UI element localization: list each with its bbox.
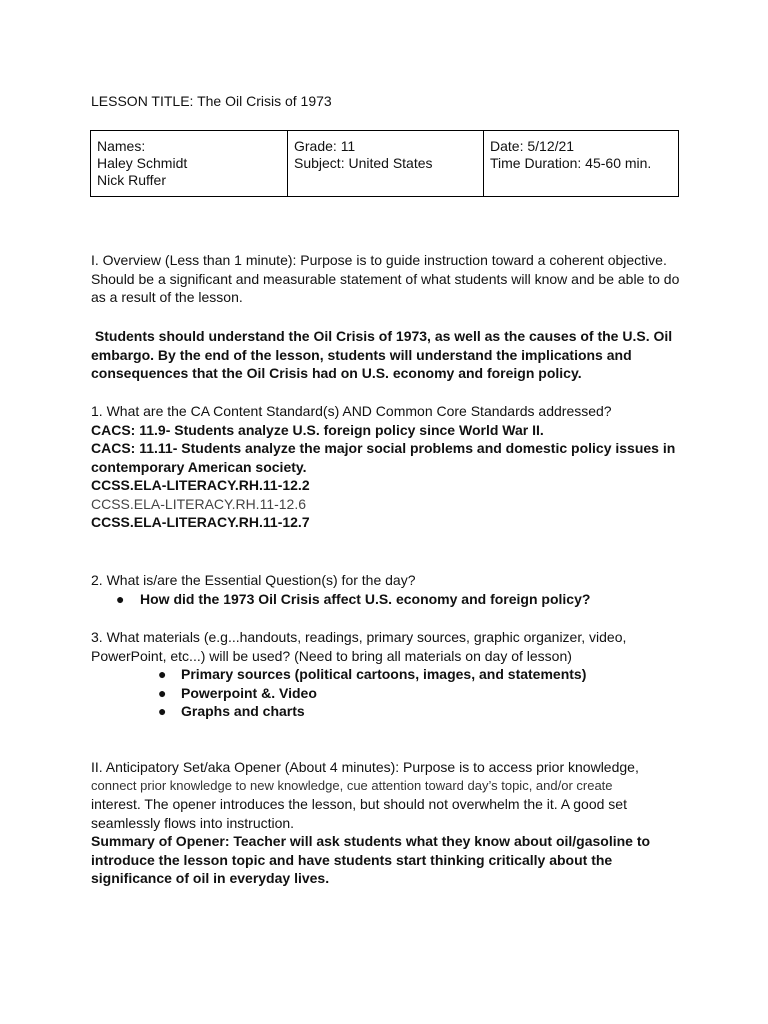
materials-question-cont: PowerPoint, etc...) will be used? (Need to bring all materials on day of lesson) <box>91 647 572 664</box>
lesson-info-table <box>90 130 679 197</box>
cacs-standard-2: CACS: 11.11- Students analyze the major social problems and domestic policy issues in <box>91 440 676 456</box>
bullet-icon: ● <box>158 666 167 682</box>
overview-line: as a result of the lesson. <box>91 289 243 305</box>
opener-summary-line: significance of oil in everyday lives. <box>91 870 330 886</box>
essential-question-section <box>91 571 691 608</box>
grade-label: Grade: 11 <box>294 138 356 154</box>
grade-subject-cell <box>288 131 484 197</box>
cacs-standard-1: CACS: 11.9- Students analyze U.S. foreign policy since World War II. <box>91 421 544 438</box>
ccss-standard-2: CCSS.ELA-LITERACY.RH.11-12.6 <box>91 495 307 512</box>
objective-line: Students should understand the Oil Crisis of 1973, as well as the causes of the U.S. Oil <box>91 328 673 344</box>
teacher-name-2: Nick Ruffer <box>97 172 166 188</box>
materials-list <box>158 665 691 721</box>
opener-summary-line: introduce the lesson topic and have students start thinking critically about the <box>91 851 613 868</box>
materials-section <box>91 628 691 721</box>
list-item <box>158 665 691 684</box>
opener-line: seamlessly flows into instruction. <box>91 814 295 831</box>
teacher-name-1: Haley Schmidt <box>97 155 188 171</box>
objective-line: embargo. By the end of the lesson, students will understand the implications and <box>91 346 632 363</box>
bullet-icon: ● <box>158 684 167 701</box>
opener-line: connect prior knowledge to new knowledge, cue attention toward day’s topic, and/or create <box>91 777 613 793</box>
opener-summary-line: Summary of Opener: Teacher will ask students what they know about oil/gasoline to <box>91 833 651 849</box>
material-item: Graphs and charts <box>181 703 305 719</box>
list-item <box>158 684 691 703</box>
lesson-title: LESSON TITLE: The Oil Crisis of 1973 <box>91 93 332 109</box>
material-item: Powerpoint &. Video <box>181 684 317 701</box>
objective-line: consequences that the Oil Crisis had on U.S. economy and foreign policy. <box>91 365 582 381</box>
ccss-standard-1: CCSS.ELA-LITERACY.RH.11-12.2 <box>91 477 310 493</box>
overview-line: I. Overview (Less than 1 minute): Purpose is to guide instruction toward a coherent objective. <box>91 252 667 268</box>
opener-section <box>91 758 691 888</box>
names-label: Names: <box>97 138 146 154</box>
cacs-standard-2-cont: contemporary American society. <box>91 458 307 475</box>
standards-section <box>91 402 691 532</box>
essential-question-text: How did the 1973 Oil Crisis affect U.S. economy and foreign policy? <box>140 590 591 607</box>
names-cell <box>91 131 288 197</box>
overview-section <box>91 251 691 307</box>
date-label: Date: 5/12/21 <box>490 138 575 154</box>
duration-label: Time Duration: 45-60 min. <box>490 155 652 171</box>
essential-question-prompt: 2. What is/are the Essential Question(s) for the day? <box>91 572 416 588</box>
list-item <box>116 590 691 609</box>
material-item: Primary sources (political cartoons, images, and statements) <box>181 666 587 682</box>
bullet-icon: ● <box>158 703 167 719</box>
overview-line: Should be a significant and measurable statement of what students will know and be able to do <box>91 270 680 287</box>
opener-line: II. Anticipatory Set/aka Opener (About 4 minutes): Purpose is to access prior knowledge, <box>91 759 639 775</box>
ccss-standard-3: CCSS.ELA-LITERACY.RH.11-12.7 <box>91 514 310 530</box>
objective-statement <box>91 327 691 383</box>
list-item <box>158 702 691 721</box>
subject-label: Subject: United States <box>294 155 433 171</box>
materials-question: 3. What materials (e.g...handouts, readings, primary sources, graphic organizer, video, <box>91 629 627 645</box>
opener-line: interest. The opener introduces the lesson, but should not overwhelm the it. A good set <box>91 796 627 812</box>
bullet-icon: ● <box>116 590 125 607</box>
standards-question: 1. What are the CA Content Standard(s) AND Common Core Standards addressed? <box>91 403 612 419</box>
essential-question-list <box>116 590 691 609</box>
date-duration-cell <box>484 131 679 197</box>
